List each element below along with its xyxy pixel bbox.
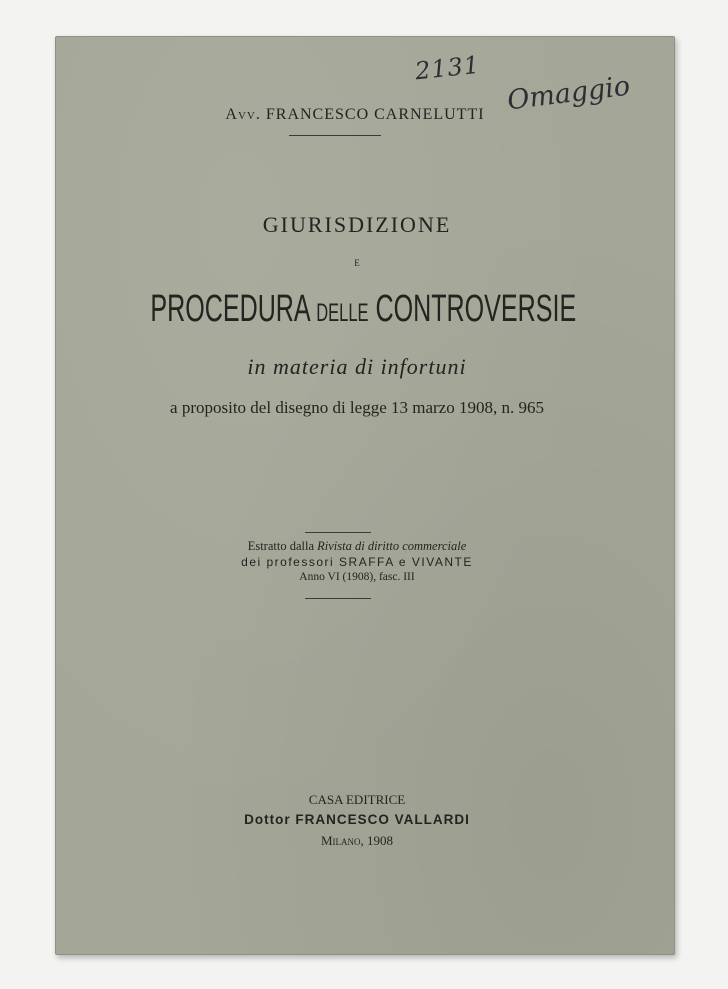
author-rule <box>289 135 381 136</box>
author-prefix: Avv. <box>225 106 261 123</box>
publisher-line-1: CASA EDITRICE <box>308 792 406 807</box>
publisher-city-year: Milano, 1908 <box>320 833 394 849</box>
publisher-block <box>47 790 667 851</box>
title-line-1: GIURISDIZIONE <box>262 212 452 237</box>
subtitle-italic: in materia di infortuni <box>247 354 467 379</box>
extract-line-3: Anno VI (1908), fasc. III <box>299 570 415 583</box>
extract-rule-top <box>305 532 371 533</box>
extract-journal: Rivista di diritto commerciale <box>317 539 467 553</box>
extract-prefix: Estratto dalla <box>247 539 314 553</box>
title-main-part-2: DELLE <box>316 299 369 327</box>
handwritten-inventory-number: 2131 <box>413 50 482 86</box>
handwritten-dedication: Omaggio <box>505 70 632 117</box>
title-main-part-3: CONTROVERSIE <box>375 288 577 330</box>
title-main <box>150 288 577 331</box>
extract-rule-bottom <box>305 598 371 599</box>
author-name: FRANCESCO CARNELUTTI <box>265 106 485 123</box>
extract-line-2: dei professori SRAFFA e VIVANTE <box>241 554 473 569</box>
title-conjunction: E <box>354 258 360 268</box>
title-main-part-1: PROCEDURA <box>150 288 310 330</box>
publisher-name: Dottor FRANCESCO VALLARDI <box>244 812 470 828</box>
extract-block <box>47 539 667 584</box>
author-line <box>45 106 665 124</box>
pamphlet-cover <box>55 36 675 955</box>
subtitle-reference: a proposito del disegno di legge 13 marzo 1908, n. 965 <box>170 398 544 417</box>
extract-line-1 <box>47 539 667 555</box>
